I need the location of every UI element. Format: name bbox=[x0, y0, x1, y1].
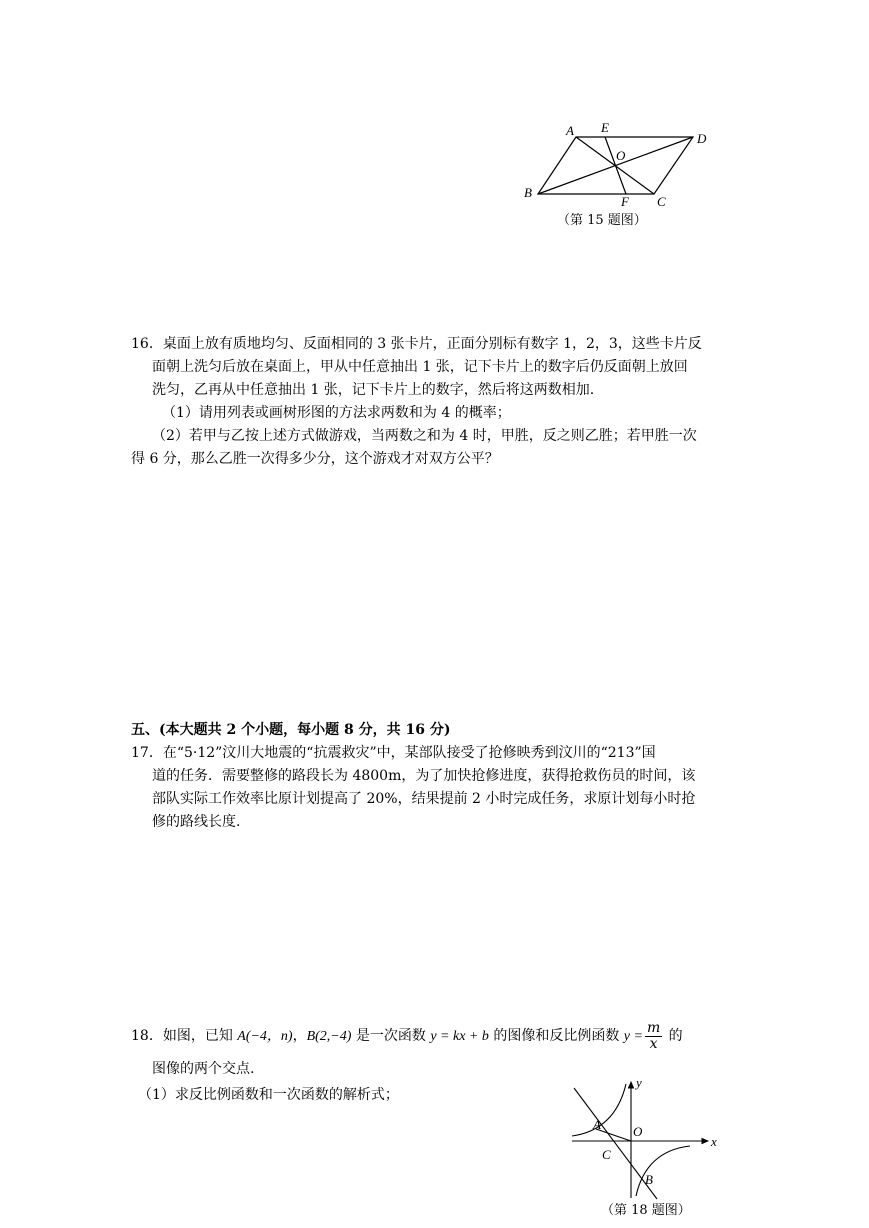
q16-line-2: 面朝上洗匀后放在桌面上，甲从中任意抽出 1 张，记下卡片上的数字后仍反面朝上放回 bbox=[152, 359, 688, 375]
q18-reciprocal-lhs: y = bbox=[623, 1029, 643, 1044]
q17-line-4: 修的路线长度. bbox=[152, 814, 241, 830]
q18-point-a: A(−4，n) bbox=[237, 1029, 293, 1044]
hyperbola-branch-lower-right bbox=[636, 1146, 690, 1196]
q18-fraction-denominator: x bbox=[649, 1035, 658, 1052]
q18-mid2: 的图像和反比例函数 bbox=[488, 1028, 624, 1044]
section-5-heading: 五、(本大题共 2 个小题，每小题 8 分，共 16 分) bbox=[131, 722, 451, 738]
figure-18-caption: （第 18 题图） bbox=[601, 1203, 691, 1218]
segment-ef bbox=[605, 137, 626, 194]
label-B: B bbox=[645, 1172, 653, 1187]
label-A: A bbox=[593, 1117, 601, 1132]
q18-fraction-numerator: m bbox=[646, 1019, 661, 1036]
q18-sep: ， bbox=[292, 1028, 307, 1044]
q16-sub-2-line-2: 得 6 分，那么乙胜一次得多少分，这个游戏才对双方公平？ bbox=[131, 451, 499, 467]
figure-15-parallelogram bbox=[515, 118, 745, 213]
label-C: C bbox=[602, 1147, 611, 1162]
label-A: A bbox=[566, 123, 574, 138]
q16-line-3: 洗匀，乙再从中任意抽出 1 张，记下卡片上的数字，然后将这两数相加. bbox=[152, 382, 595, 398]
q17-line-1: 17．在“5·12”汶川大地震的“抗震救灾”中，某部队接受了抢修映秀到汶川的“213”国 bbox=[131, 745, 656, 761]
q18-line-1 bbox=[131, 1019, 683, 1054]
q18-suffix: 的 bbox=[664, 1028, 683, 1044]
figure-15-caption: （第 15 题图） bbox=[557, 213, 647, 228]
q18-mid: 是一次函数 bbox=[351, 1028, 431, 1044]
label-F: F bbox=[621, 194, 629, 209]
q18-linear-function: y = kx + b bbox=[430, 1029, 489, 1044]
label-x: x bbox=[711, 1134, 717, 1149]
figure-18-graph bbox=[560, 1070, 730, 1205]
q18-line-2: 图像的两个交点. bbox=[152, 1061, 255, 1077]
q16-sub-2-line-1: （2）若甲与乙按上述方式做游戏，当两数之和为 4 时，甲胜，反之则乙胜；若甲胜一次 bbox=[152, 428, 697, 444]
q18-reciprocal-fraction bbox=[645, 1021, 662, 1052]
q16-line-1: 16．桌面上放有质地均匀、反面相同的 3 张卡片，正面分别标有数字 1，2，3，这些卡片反 bbox=[131, 336, 702, 352]
q17-line-3: 部队实际工作效率比原计划提高了 20%，结果提前 2 小时完成任务，求原计划每小时抢 bbox=[152, 791, 696, 807]
q18-point-b: B(2,−4) bbox=[306, 1029, 352, 1044]
label-D: D bbox=[697, 131, 707, 146]
label-C: C bbox=[657, 194, 666, 209]
label-B: B bbox=[524, 185, 532, 200]
q18-prefix: 18．如图，已知 bbox=[131, 1028, 238, 1044]
label-y: y bbox=[636, 1075, 642, 1090]
label-E: E bbox=[601, 120, 609, 135]
q16-sub-1: （1）请用列表或画树形图的方法求两数和为 4 的概率； bbox=[162, 405, 511, 421]
q18-sub-1: （1）求反比例函数和一次函数的解析式； bbox=[138, 1087, 399, 1103]
label-O: O bbox=[633, 1124, 643, 1139]
q17-line-2: 道的任务．需要整修的路段长为 4800m，为了加快抢修进度，获得抢救伤员的时间，该 bbox=[152, 768, 696, 784]
segment-oa bbox=[596, 1129, 631, 1141]
label-O: O bbox=[616, 148, 626, 163]
